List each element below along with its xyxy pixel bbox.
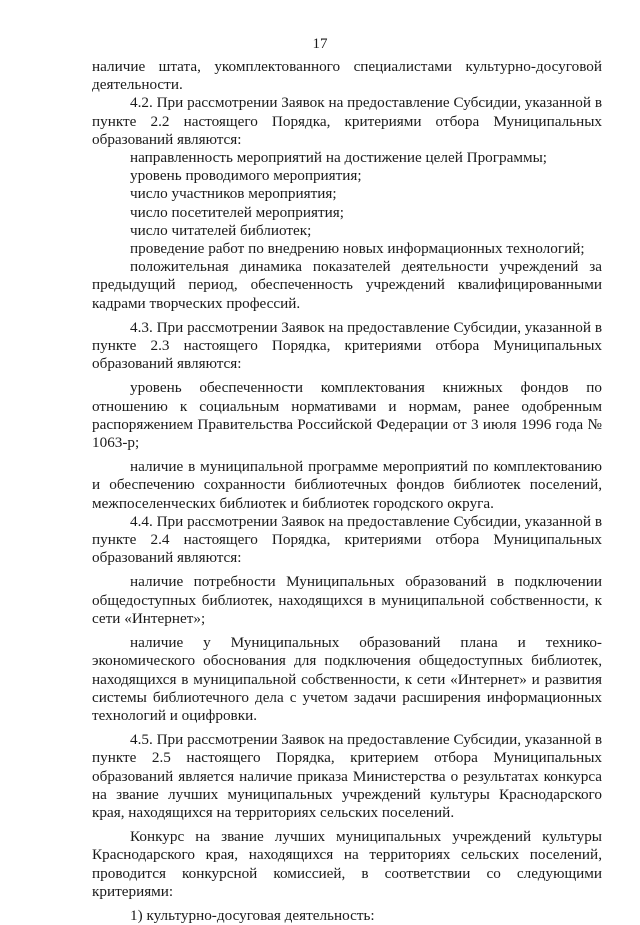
paragraph-9: положительная динамика показателей деятельности учреждений за предыдущий период, обеспеченность учреждений квалифицированными кадрами творческих профессий. <box>92 258 602 312</box>
paragraph-6: число посетителей мероприятия; <box>130 203 344 221</box>
paragraph-13: 4.4. При рассмотрении Заявок на предоставление Субсидии, указанной в пункте 2.4 настоящего Порядка, критериями отбора Муниципальных образований являются: <box>92 512 602 567</box>
paragraph-16: 4.5. При рассмотрении Заявок на предоставление Субсидии, указанной в пункте 2.5 настоящего Порядка, критерием отбора Муниципальных образований является наличие приказа Министерства о результатах конкурса на звание лучших муниципальных учреждений культуры Краснодарского края, находящихся на территориях сельских поселений. <box>92 731 602 821</box>
paragraph-18: 1) культурно-досуговая деятельность: <box>130 906 375 924</box>
document-body <box>92 58 602 925</box>
paragraph-11: уровень обеспеченности комплектования книжных фондов по отношению к социальным нормативами и нормам, ранее одобренным распоряжением Правительства Российской Федерации от 3 июля 1996 года № 1063-р; <box>92 379 602 452</box>
paragraph-5: число участников мероприятия; <box>130 185 337 203</box>
paragraph-4: уровень проводимого мероприятия; <box>130 167 362 185</box>
paragraph-17: Конкурс на звание лучших муниципальных учреждений культуры Краснодарского края, находящихся на территориях сельских поселений, проводится конкурсной комиссией, в соответствии со следующими критериями: <box>92 828 602 900</box>
paragraph-10: 4.3. При рассмотрении Заявок на предоставление Субсидии, указанной в пункте 2.3 настоящего Порядка, критериями отбора Муниципальных образований являются: <box>92 318 602 373</box>
paragraph-1: наличие штата, укомплектованного специалистами культурно-досуговой деятельности. <box>92 58 602 94</box>
paragraph-12: наличие в муниципальной программе мероприятий по комплектованию и обеспечению сохранности библиотечных фондов библиотек поселений, межпоселенческих библиотек и библиотек городского округа. <box>92 458 602 512</box>
page-number: 17 <box>312 36 328 52</box>
paragraph-2: 4.2. При рассмотрении Заявок на предоставление Субсидии, указанной в пункте 2.2 настоящего Порядка, критериями отбора Муниципальных образований являются: <box>92 94 602 148</box>
paragraph-3: направленность мероприятий на достижение целей Программы; <box>130 149 547 167</box>
paragraph-7: число читателей библиотек; <box>130 221 312 239</box>
paragraph-8: проведение работ по внедрению новых информационных технологий; <box>130 240 585 258</box>
paragraph-15: наличие у Муниципальных образований плана и технико-экономического обоснования для подключения общедоступных библиотек, находящихся в муниципальной собственности, к сети «Интернет» и развития системы библиотечного дела с учетом задачи расширения информационных технологий и оцифровки. <box>92 634 602 724</box>
paragraph-14: наличие потребности Муниципальных образований в подключении общедоступных библиотек, находящихся в муниципальной собственности, к сети «Интернет»; <box>92 573 602 627</box>
